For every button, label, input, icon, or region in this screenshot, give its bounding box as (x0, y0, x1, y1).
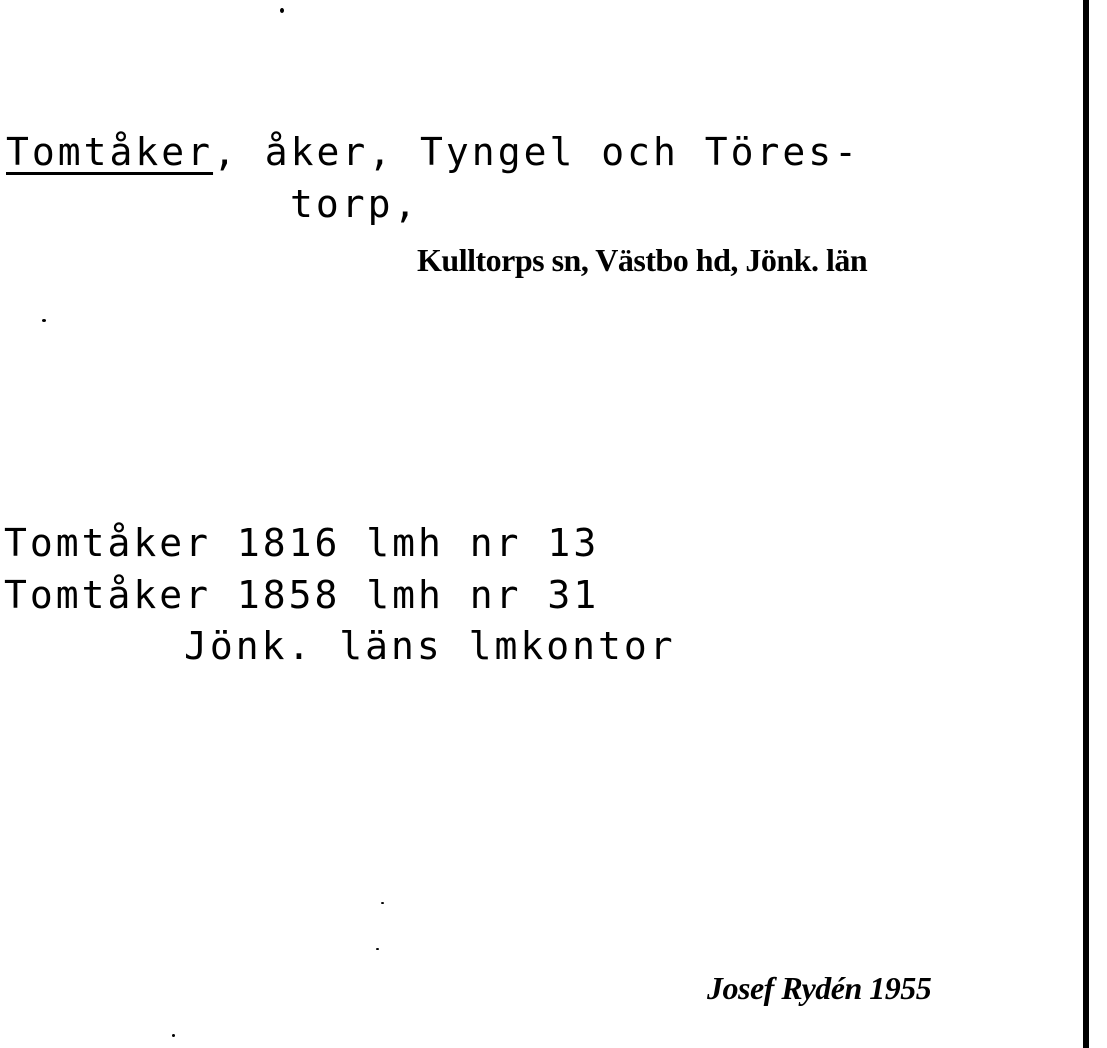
heading-line-1 (6, 130, 860, 174)
signature: Josef Rydén 1955 (707, 970, 932, 1006)
scan-speck (42, 319, 46, 322)
location-line: Kulltorps sn, Västbo hd, Jönk. län (417, 242, 868, 278)
card-edge-line (1083, 0, 1089, 1048)
scan-speck (280, 8, 284, 13)
scan-speck (381, 902, 384, 904)
scan-speck (376, 948, 379, 950)
heading-description: , åker, Tyngel och Töres- (213, 130, 860, 174)
headword: Tomtåker (6, 130, 214, 174)
source-line-1: Tomtåker 1816 lmh nr 13 (4, 521, 600, 565)
archive-line: Jönk. läns lmkontor (184, 624, 676, 668)
source-line-2: Tomtåker 1858 lmh nr 31 (4, 573, 600, 617)
scan-speck (172, 1034, 175, 1037)
heading-line-2: torp, (290, 182, 420, 226)
